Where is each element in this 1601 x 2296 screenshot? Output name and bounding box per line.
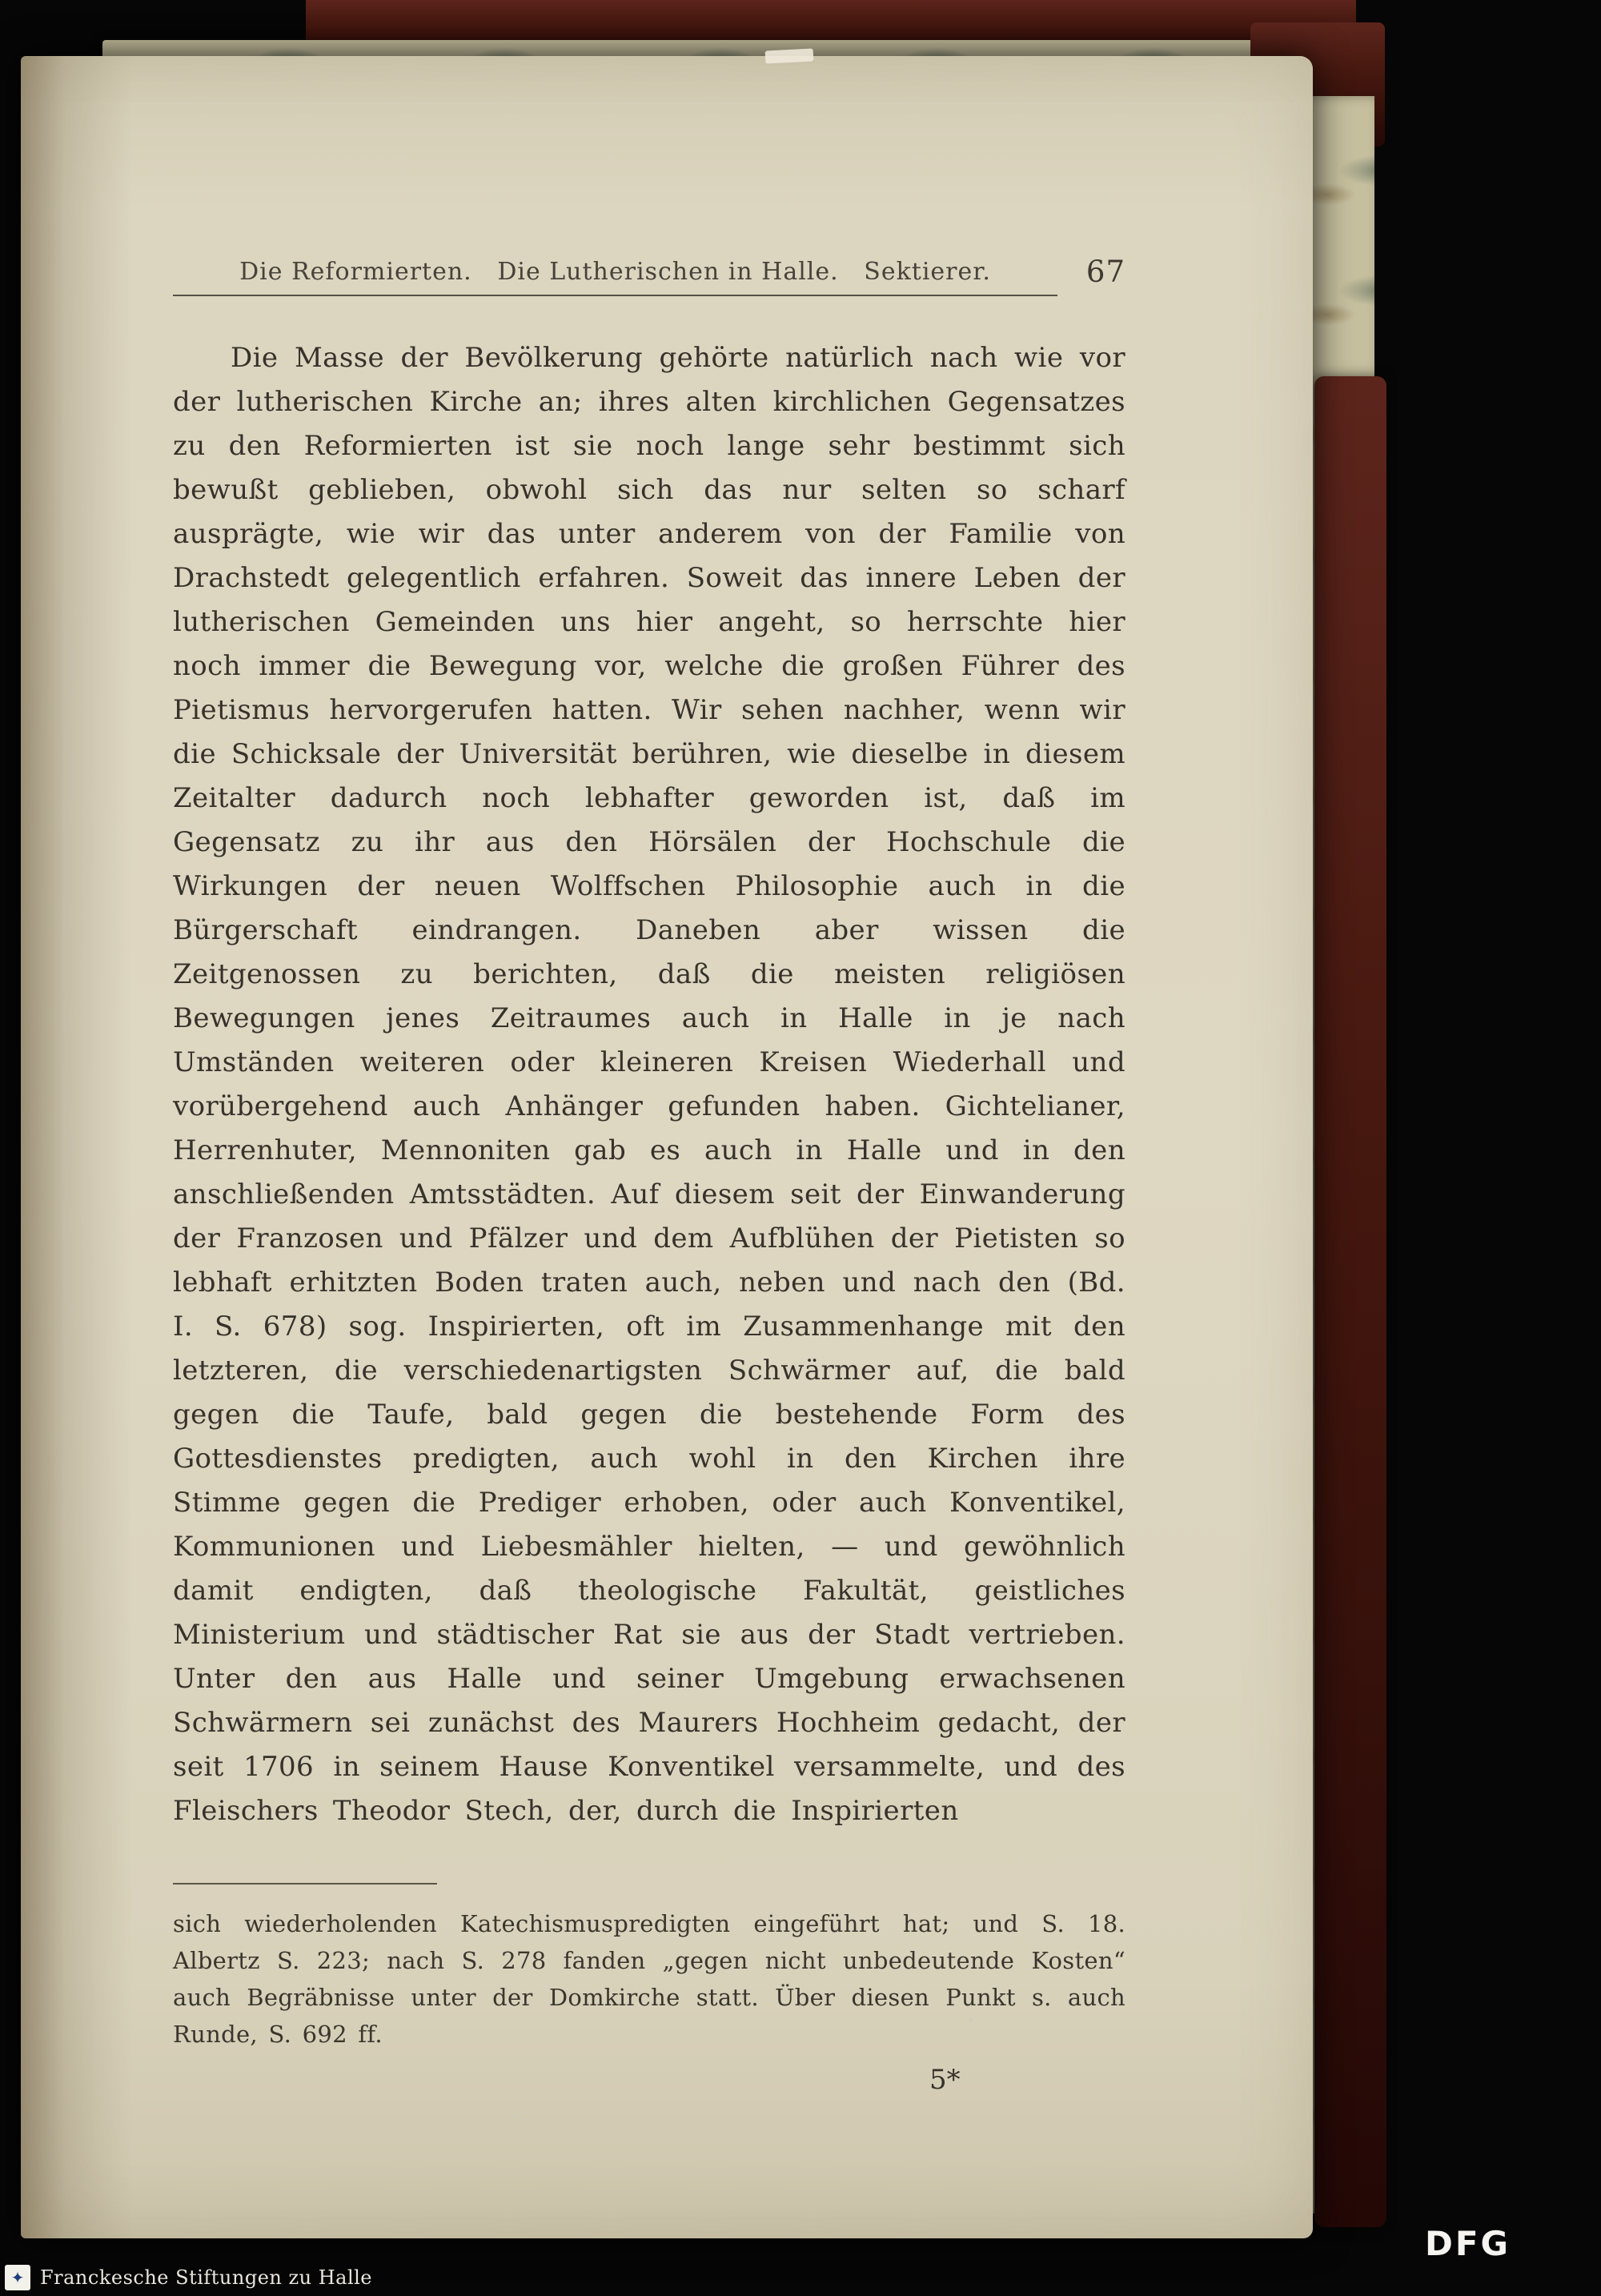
header-rule [173,295,1057,296]
signature-mark: 5* [929,2064,961,2096]
library-footer [5,2262,372,2293]
book-page [21,56,1313,2238]
running-head [173,255,1126,299]
dust-speck [512,2113,516,2117]
footnote-text: sich wiederholenden Katechismuspredigten eingeführt hat; und S. 18. Albertz S. 223; nach S. 278 fanden „gegen nicht unbedeutende Kosten“ auch Begräbnisse unter der Domkirche statt. Über diesen Punkt s. auch Runde, S. 692 ff. [173,1910,1126,2048]
page-number: 67 [1085,255,1126,289]
library-label: Franckesche Stiftungen zu Halle [40,2266,373,2289]
dfg-logo: DFG [1425,2224,1511,2263]
footnote-rule [173,1883,437,1885]
book-cover-right-leather [1314,376,1386,2227]
running-title: Die Reformierten. Die Lutherischen in Halle. Sektierer. [239,258,991,286]
franckesche-stiftungen-logo-icon: ✦ [5,2265,30,2290]
body-text: Die Masse der Bevölkerung gehörte natürlich nach wie vor der lutherischen Kirche an; ihres alten kirchlichen Gegensatzes zu den Reformierten ist sie noch lange sehr bestimmt sich bewußt geblieben, obwohl sich das nur selten so scharf ausprägte, wie wir das unter anderem von der Familie von Drachstedt gelegentlich erfahren. Soweit das innere Leben der lutherischen Gemeinden uns hier angeht, so herrschte hier noch immer die Bewegung vor, welche die großen Führer des Pietismus hervorgerufen hatten. Wir sehen nachher, wenn wir die Schicksale der Universität berühren, wie dieselbe in diesem Zeitalter dadurch noch lebhafter geworden ist, daß im Gegensatz zu ihr aus den Hörsälen der Hochschule die Wirkungen der neuen Wolffschen Philosophie auch in die Bürgerschaft eindrangen. Daneben aber wissen die Zeitgenossen zu berichten, daß die meisten religiösen Bewegungen jenes Zeitraumes auch in Halle in je nach Umständen weiteren oder kleineren Kreisen Wiederhall und vorübergehend auch Anhänger gefunden haben. Gichtelianer, Herrenhuter, Mennoniten gab es auch in Halle und in den anschließenden Amtsstädten. Auf diesem seit der Einwanderung der Franzosen und Pfälzer und dem Aufblühen der Pietisten so lebhaft erhitzten Boden traten auch, neben und nach den (Bd. I. S. 678) sog. Inspirierten, oft im Zusammenhange mit den letzteren, die verschiedenartigsten Schwärmer auf, die bald gegen die Taufe, bald gegen die bestehende Form des Gottesdienstes predigten, auch wohl in den Kirchen ihre Stimme gegen die Prediger erhoben, oder auch Konventikel, Kommunionen und Liebesmähler hielten, — und gewöhnlich damit endigten, daß theologische Fakultät, geistliches Ministerium und städtischer Rat sie aus der Stadt vertrieben. Unter den aus Halle und seiner Umgebung erwachsenen Schwärmern sei zunächst des Maurers Hochheim gedacht, der seit 1706 in seinem Hause Konventikel versammelte, und des Fleischers Theodor Stech, der, durch die Inspirierten [173,342,1126,1827]
dust-speck [969,2017,973,2022]
text-column [173,255,1126,2096]
paper-sliver [765,48,814,63]
